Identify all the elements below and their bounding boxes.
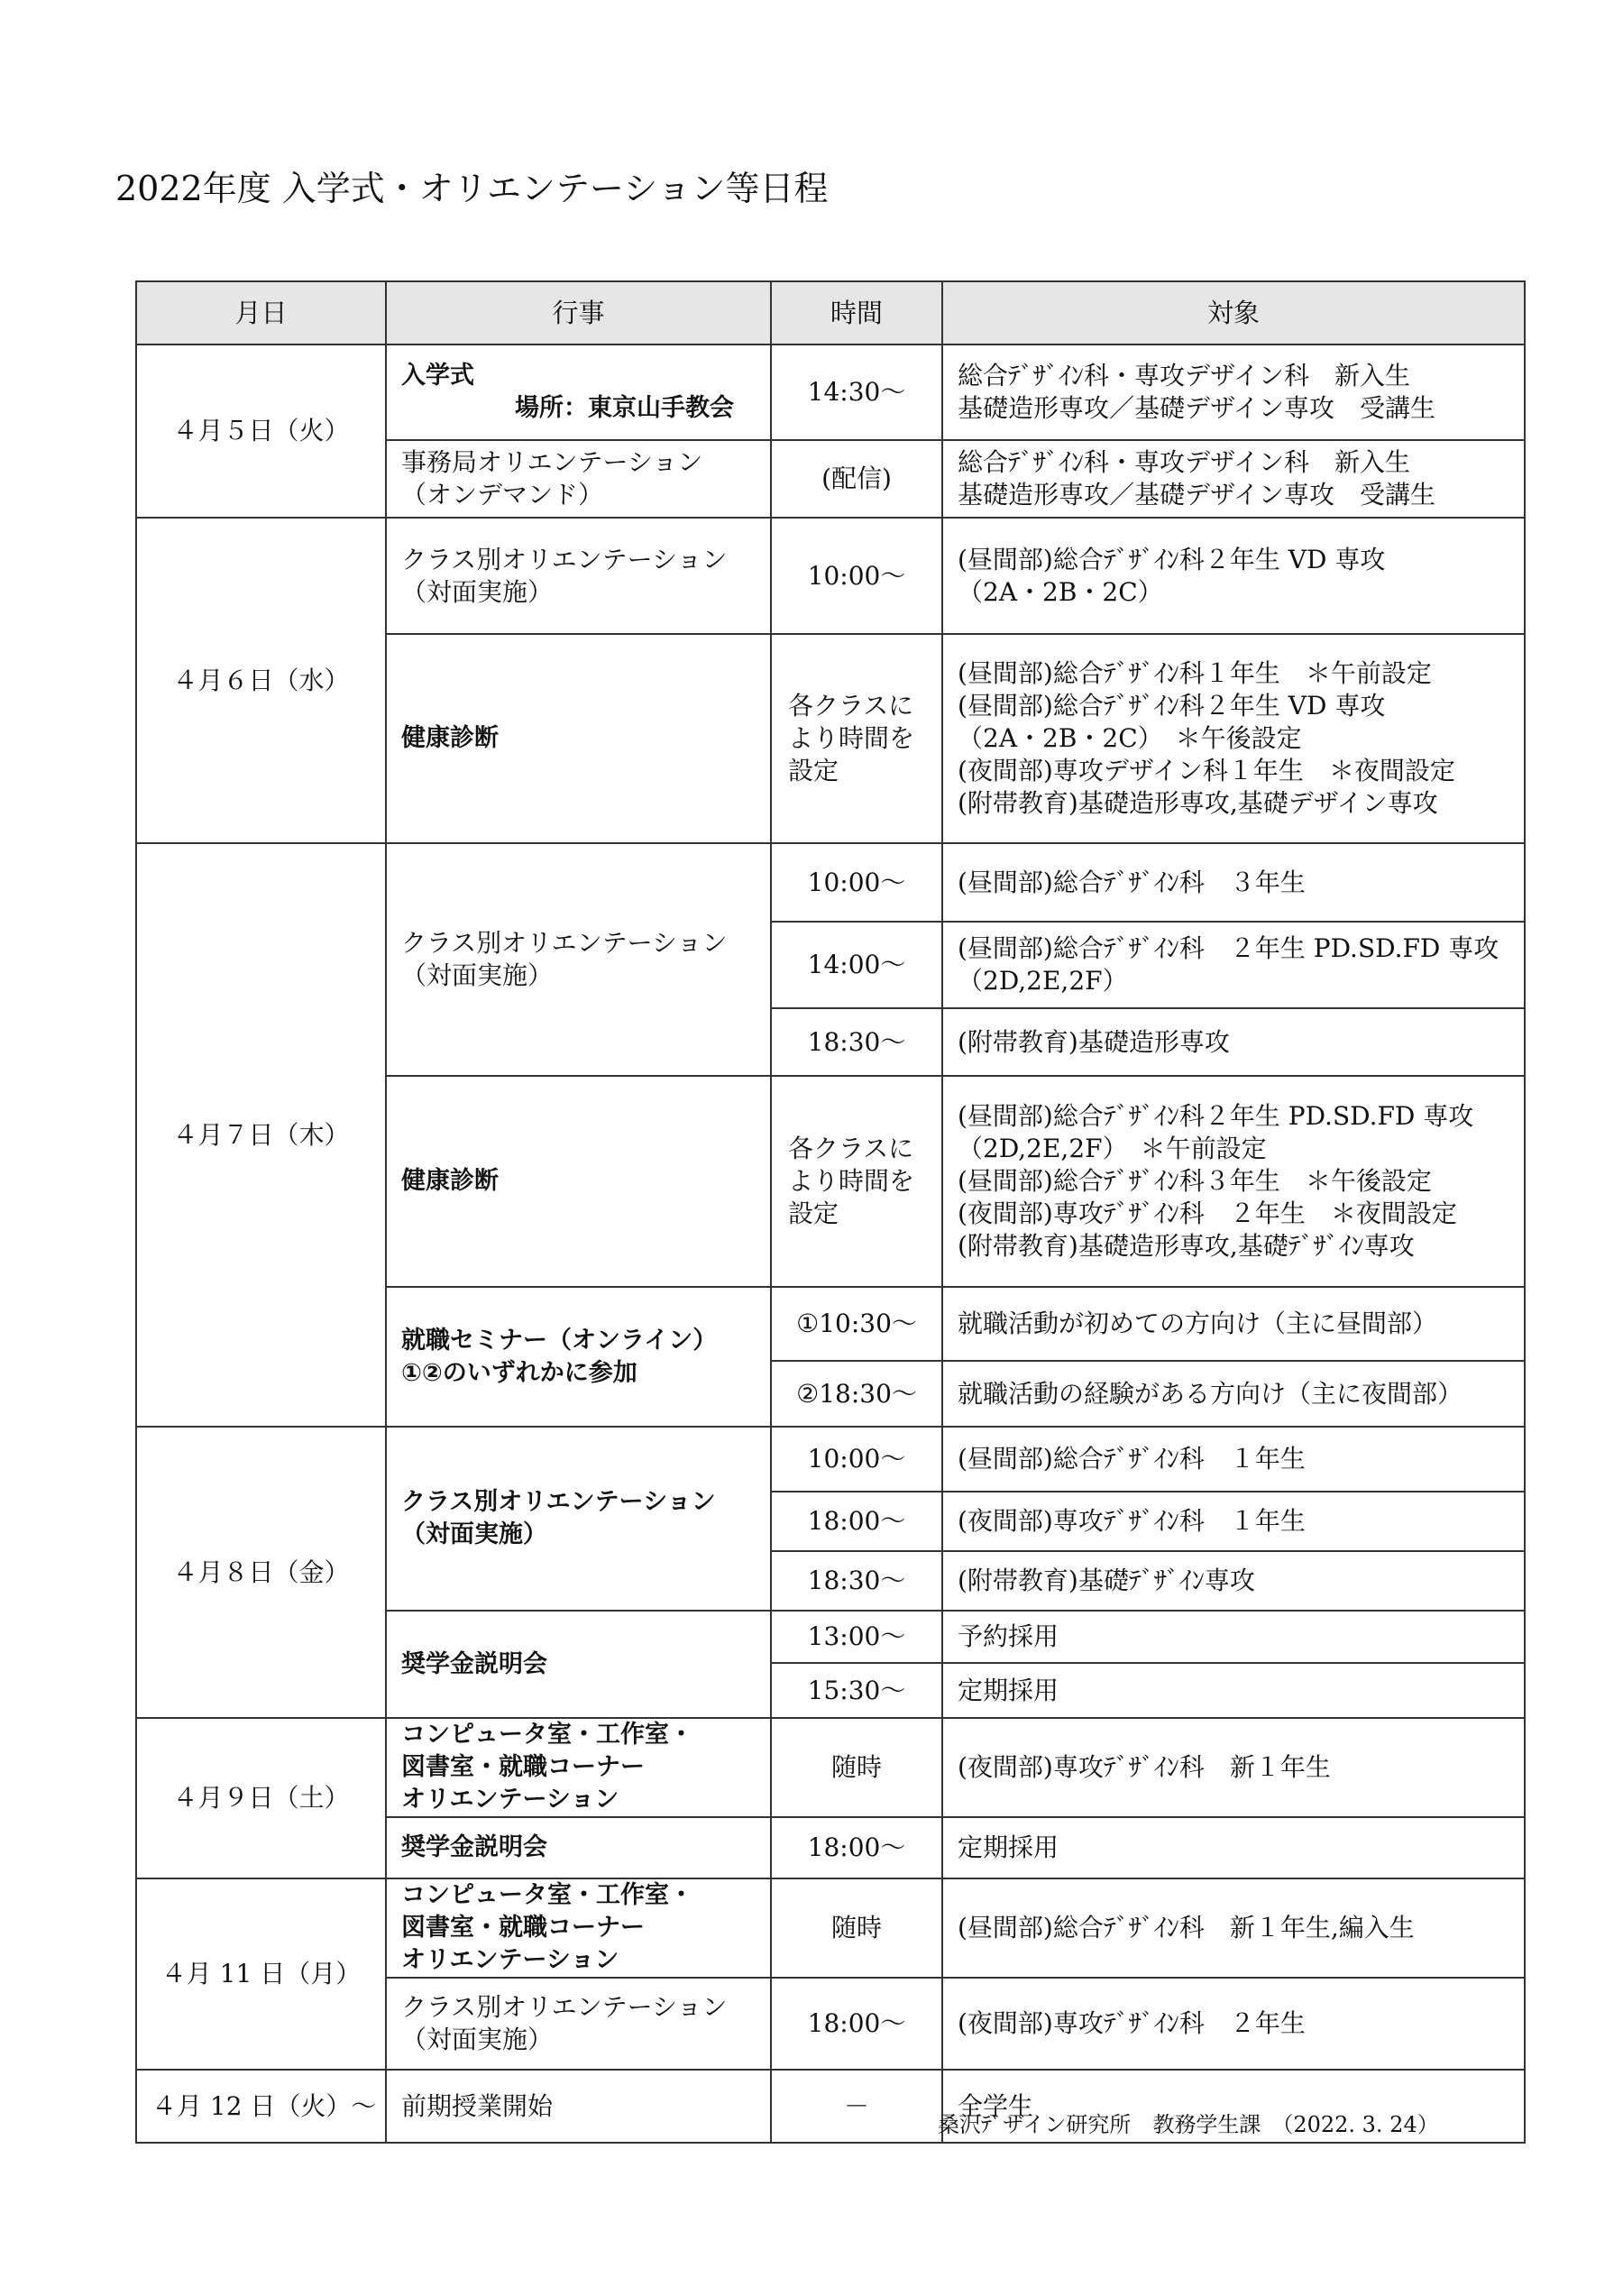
target-cell: (夜間部)専攻ﾃﾞｻﾞｲﾝ科 １年生 [942,1492,1525,1551]
event-line: 図書室・就職コーナー [401,1914,645,1942]
date-cell: ４月 11 日（月） [136,1878,386,2070]
time-line: 設定 [788,1199,839,1228]
table-row [136,344,1525,440]
time-cell: 15:30～ [771,1663,942,1718]
event-cell [386,344,771,440]
event-line: コンピュータ室・工作室・ [401,1881,693,1909]
event-line: ①②のいずれかに参加 [401,1358,637,1387]
target-cell: (附帯教育)基礎造形専攻 [942,1008,1525,1076]
target-cell [942,518,1525,634]
target-cell: 就職活動が初めての方向け（主に昼間部） [942,1287,1525,1361]
time-line: より時間を [788,1166,915,1196]
header-target: 対象 [942,281,1525,344]
event-line: （対面実施） [401,576,554,607]
date-cell: ４月７日（木） [136,843,386,1427]
target-line: （2A・2B・2C） ＊午後設定 [958,723,1302,753]
event-line: 図書室・就職コーナー [401,1753,645,1781]
event-line: （対面実施） [401,960,554,990]
event-cell [386,1427,771,1611]
target-cell: 就職活動の経験がある方向け（主に夜間部） [942,1361,1525,1427]
event-cell: 前期授業開始 [386,2070,771,2143]
target-cell: (夜間部)専攻ﾃﾞｻﾞｲﾝ科 ２年生 [942,1978,1525,2070]
target-line: （2D,2E,2F） ＊午前設定 [958,1134,1267,1163]
event-line: オリエンテーション [401,1946,619,1974]
header-time: 時間 [771,281,942,344]
time-cell: 随時 [771,1878,942,1978]
event-line: オリエンテーション [401,1786,619,1814]
target-cell: (附帯教育)基礎ﾃﾞｻﾞｲﾝ専攻 [942,1551,1525,1611]
event-cell: 健康診断 [386,1076,771,1287]
event-cell [386,1718,771,1817]
date-cell: ４月５日（火） [136,344,386,518]
event-line: 入学式 [401,362,474,390]
target-line: 総合ﾃﾞｻﾞｲﾝ科・専攻デザイン科 新入生 [958,361,1411,390]
event-cell: 健康診断 [386,634,771,843]
event-cell [386,1978,771,2070]
time-cell: 18:00～ [771,1492,942,1551]
target-line: (夜間部)専攻デザイン科１年生 ＊夜間設定 [958,756,1455,785]
event-cell: 奨学金説明会 [386,1611,771,1718]
event-line: クラス別オリエンテーション [401,928,728,958]
time-line: 設定 [788,756,839,785]
page-title: 2022年度 入学式・オリエンテーション等日程 [115,169,829,208]
event-line: （対面実施） [401,2025,554,2054]
date-cell: ４月８日（金） [136,1427,386,1718]
target-line: (昼間部)総合ﾃﾞｻﾞｲﾝ科１年生 ＊午前設定 [958,658,1432,688]
target-line: 基礎造形専攻／基礎デザイン専攻 受講生 [958,480,1436,510]
target-cell [942,1076,1525,1287]
target-line: (昼間部)総合ﾃﾞｻﾞｲﾝ科２年生 PD.SD.FD 専攻 [958,1101,1474,1131]
target-cell: (昼間部)総合ﾃﾞｻﾞｲﾝ科 ３年生 [942,843,1525,922]
target-cell [942,634,1525,843]
header-date: 月日 [136,281,386,344]
event-line: 場所：東京山手教会 [515,394,734,422]
event-line: クラス別オリエンテーション [401,1992,728,2022]
time-cell: 18:00～ [771,1978,942,2070]
event-cell [386,440,771,518]
target-line: 総合ﾃﾞｻﾞｲﾝ科・専攻デザイン科 新入生 [958,447,1411,477]
target-line: (昼間部)総合ﾃﾞｻﾞｲﾝ科２年生 VD 専攻 [958,544,1386,574]
time-line: 各クラスに [788,1134,914,1163]
target-cell: 予約採用 [942,1611,1525,1663]
date-cell: ４月６日（水） [136,518,386,843]
target-cell: (昼間部)総合ﾃﾞｻﾞｲﾝ科 新１年生,編入生 [942,1878,1525,1978]
event-line: 事務局オリエンテーション [401,447,703,477]
time-cell: 10:00～ [771,518,942,634]
event-cell [386,1878,771,1978]
time-cell: ①10:30～ [771,1287,942,1361]
time-cell: 13:00～ [771,1611,942,1663]
target-line: (昼間部)総合ﾃﾞｻﾞｲﾝ科 ２年生 PD.SD.FD 専攻 [958,933,1499,963]
event-cell: 奨学金説明会 [386,1817,771,1878]
event-line: クラス別オリエンテーション [401,1488,716,1516]
schedule-table [135,280,1526,2144]
target-line: （2D,2E,2F） [958,966,1128,996]
time-cell: 10:00～ [771,843,942,922]
target-line: (昼間部)総合ﾃﾞｻﾞｲﾝ科２年生 VD 専攻 [958,691,1386,721]
time-cell: 14:30～ [771,344,942,440]
event-cell [386,518,771,634]
event-line: コンピュータ室・工作室・ [401,1721,693,1749]
table-row [136,518,1525,634]
time-line: より時間を [788,723,915,753]
time-cell: － [771,2070,942,2143]
event-line: クラス別オリエンテーション [401,544,728,574]
time-cell: 随時 [771,1718,942,1817]
table-row [136,1427,1525,1492]
time-cell [771,1076,942,1287]
header-event: 行事 [386,281,771,344]
event-line: 就職セミナー（オンライン） [401,1326,718,1355]
table-row [136,1718,1525,1817]
target-cell: (昼間部)総合ﾃﾞｻﾞｲﾝ科 １年生 [942,1427,1525,1492]
target-line: (昼間部)総合ﾃﾞｻﾞｲﾝ科３年生 ＊午後設定 [958,1166,1432,1196]
time-cell: 10:00～ [771,1427,942,1492]
target-cell: (夜間部)専攻ﾃﾞｻﾞｲﾝ科 新１年生 [942,1718,1525,1817]
target-cell: 定期採用 [942,1817,1525,1878]
event-cell [386,1287,771,1427]
time-cell: 14:00～ [771,922,942,1008]
table-row [136,1878,1525,1978]
time-cell: 18:00～ [771,1817,942,1878]
target-line: 基礎造形専攻／基礎デザイン専攻 受講生 [958,393,1436,423]
time-cell: 18:30～ [771,1008,942,1076]
time-cell: (配信) [771,440,942,518]
header-row [136,281,1525,344]
date-cell: ４月 12 日（火）～ [136,2070,386,2143]
footer-note: 桑沢ﾃﾞザイン研究所 教務学生課 （2022. 3. 24） [938,2112,1439,2137]
event-line: （オンデマンド） [401,480,604,510]
time-cell: 18:30～ [771,1551,942,1611]
time-cell [771,634,942,843]
time-cell: ②18:30～ [771,1361,942,1427]
date-cell: ４月９日（土） [136,1718,386,1878]
target-cell: 全学生 [942,2070,1525,2143]
event-cell [386,843,771,1076]
table-row [136,843,1525,922]
event-line: （対面実施） [401,1520,547,1548]
target-cell [942,344,1525,440]
target-line: (夜間部)専攻ﾃﾞｻﾞｲﾝ科 ２年生 ＊夜間設定 [958,1199,1457,1228]
target-cell: 定期採用 [942,1663,1525,1718]
target-line: (附帯教育)基礎造形専攻,基礎デザイン専攻 [958,788,1438,818]
target-line: （2A・2B・2C） [958,576,1163,607]
target-line: (附帯教育)基礎造形専攻,基礎ﾃﾞｻﾞｲﾝ専攻 [958,1231,1415,1261]
time-line: 各クラスに [788,691,914,721]
target-cell [942,440,1525,518]
target-cell [942,922,1525,1008]
